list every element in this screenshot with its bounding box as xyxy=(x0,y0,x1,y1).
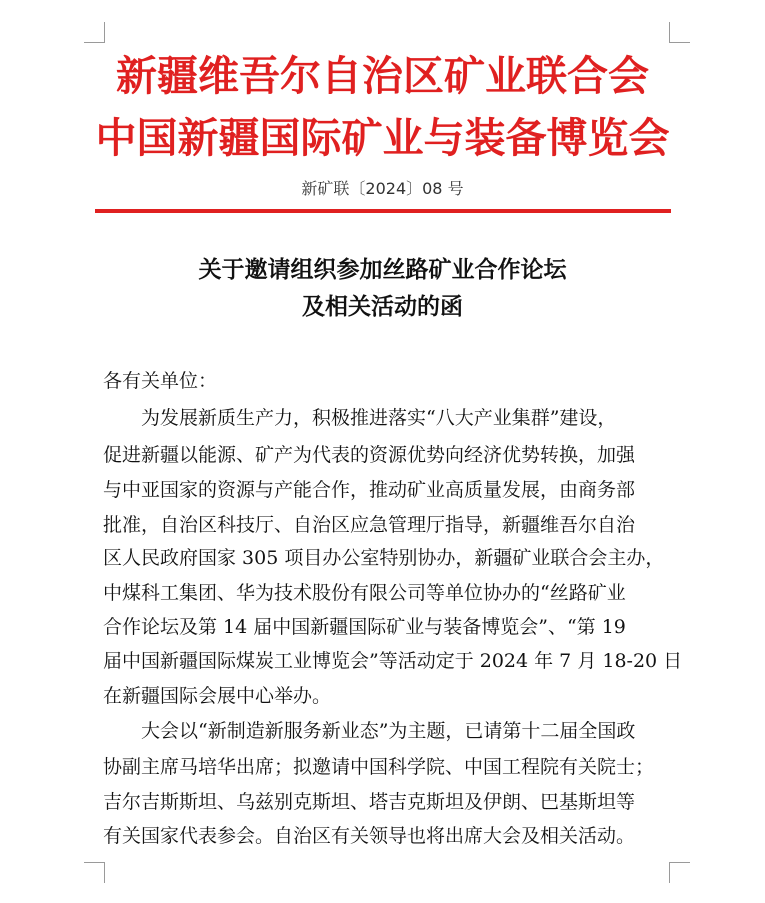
body-line: 协副主席马培华出席；拟邀请中国科学院、中国工程院有关院士； xyxy=(103,756,655,778)
body-line: 中煤科工集团、华为技术股份有限公司等单位协办的“丝路矿业 xyxy=(103,582,626,604)
body-line: 大会以“新制造新服务新业态”为主题，已请第十二届全国政 xyxy=(103,720,636,742)
crop-mark-top-left xyxy=(84,22,105,43)
body-line: 届中国新疆国际煤炭工业博览会”等活动定于 2024 年 7 月 18-20 日 xyxy=(103,650,683,672)
body-line: 为发展新质生产力，积极推进落实“八大产业集群”建设， xyxy=(103,407,617,429)
document-number: 新矿联〔2024〕08 号 xyxy=(301,179,464,198)
body-line: 区人民政府国家 305 项目办公室特别协办，新疆矿业联合会主办， xyxy=(103,547,665,569)
body-line: 在新疆国际会展中心举办。 xyxy=(103,685,332,707)
body-line: 合作论坛及第 14 届中国新疆国际矿业与装备博览会”、“第 19 xyxy=(103,616,626,638)
crop-mark-bottom-left xyxy=(84,862,105,883)
crop-mark-bottom-right xyxy=(669,862,690,883)
body-line: 促进新疆以能源、矿产为代表的资源优势向经济优势转换，加强 xyxy=(103,444,636,466)
body-line: 有关国家代表参会。自治区有关领导也将出席大会及相关活动。 xyxy=(103,825,636,847)
subject-line1: 关于邀请组织参加丝路矿业合作论坛 xyxy=(198,256,567,283)
body-line: 与中亚国家的资源与产能合作，推动矿业高质量发展，由商务部 xyxy=(103,479,636,501)
letterhead-org-line1: 新疆维吾尔自治区矿业联合会 xyxy=(116,52,649,100)
letterhead-org-line2: 中国新疆国际矿业与装备博览会 xyxy=(95,114,670,162)
salutation: 各有关单位： xyxy=(103,370,218,392)
subject-line2: 及相关活动的函 xyxy=(302,293,463,320)
letterhead-red-rule xyxy=(95,209,671,213)
body-line: 吉尔吉斯斯坦、乌兹别克斯坦、塔吉克斯坦及伊朗、巴基斯坦等 xyxy=(103,791,636,813)
crop-mark-top-right xyxy=(669,22,690,43)
body-line: 批准，自治区科技厅、自治区应急管理厅指导，新疆维吾尔自治 xyxy=(103,514,636,536)
